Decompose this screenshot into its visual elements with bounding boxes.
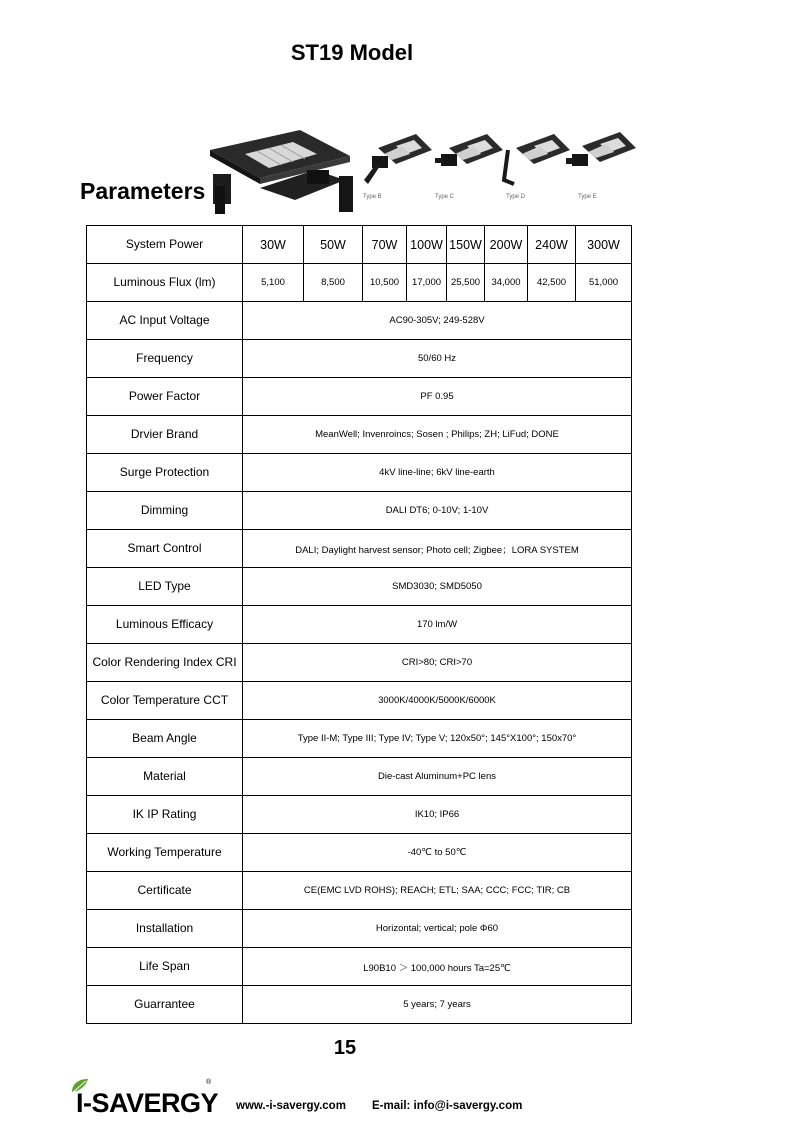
power-cell: 150W — [447, 226, 485, 264]
table-row — [87, 416, 632, 454]
table-row — [87, 986, 632, 1024]
flux-cell: 5,100 — [243, 264, 304, 302]
row-value: SMD3030; SMD5050 — [243, 568, 632, 606]
row-label: Color Rendering Index CRI — [87, 644, 243, 682]
row-value: AC90-305V; 249-528V — [243, 302, 632, 340]
row-label: Surge Protection — [87, 454, 243, 492]
row-value: 50/60 Hz — [243, 340, 632, 378]
row-value: 3000K/4000K/5000K/6000K — [243, 682, 632, 720]
table-row — [87, 910, 632, 948]
table-row — [87, 644, 632, 682]
power-cell: 300W — [576, 226, 632, 264]
product-image-type-c — [433, 132, 505, 192]
power-cell: 70W — [363, 226, 407, 264]
row-label: Working Temperature — [87, 834, 243, 872]
flux-cell: 25,500 — [447, 264, 485, 302]
flux-cell: 8,500 — [304, 264, 363, 302]
flux-cell: 51,000 — [576, 264, 632, 302]
row-label: Frequency — [87, 340, 243, 378]
row-label: Power Factor — [87, 378, 243, 416]
row-value: DALI DT6; 0-10V; 1-10V — [243, 492, 632, 530]
table-row — [87, 682, 632, 720]
row-label: IK IP Rating — [87, 796, 243, 834]
table-row — [87, 530, 632, 568]
table-row — [87, 948, 632, 986]
row-value: Horizontal; vertical; pole Φ60 — [243, 910, 632, 948]
row-label: System Power — [87, 226, 243, 264]
power-cell: 200W — [485, 226, 528, 264]
table-row-luminous-flux — [87, 264, 632, 302]
power-cell: 50W — [304, 226, 363, 264]
row-label: Smart Control — [87, 530, 243, 568]
type-label-b: Type B — [363, 194, 382, 200]
row-value: L90B10 ＞ 100,000 hours Ta=25℃ — [243, 948, 632, 986]
row-label: Certificate — [87, 872, 243, 910]
product-image-type-e — [566, 130, 638, 190]
row-value: CE(EMC LVD ROHS); REACH; ETL; SAA; CCC; FCC; TIR; CB — [243, 872, 632, 910]
table-row — [87, 796, 632, 834]
registered-mark: ® — [206, 1079, 212, 1086]
table-row — [87, 758, 632, 796]
spec-table — [86, 225, 632, 1024]
row-label: Material — [87, 758, 243, 796]
type-label-d: Type D — [506, 194, 526, 200]
row-label: Drvier Brand — [87, 416, 243, 454]
table-row — [87, 834, 632, 872]
row-label: AC Input Voltage — [87, 302, 243, 340]
table-row — [87, 872, 632, 910]
row-value: -40℃ to 50℃ — [243, 834, 632, 872]
spec-rows — [87, 302, 632, 1024]
row-label: Luminous Flux (lm) — [87, 264, 243, 302]
product-image-type-d — [500, 130, 572, 192]
type-label-c: Type C — [435, 194, 455, 200]
row-value: DALI; Daylight harvest sensor; Photo cell; Zigbee；LORA SYSTEM — [243, 530, 632, 568]
table-row — [87, 568, 632, 606]
parameters-heading: Parameters — [80, 178, 206, 204]
footer-website[interactable]: www.-i-savergy.com — [236, 1100, 346, 1112]
row-value: Die-cast Aluminum+PC lens — [243, 758, 632, 796]
table-row — [87, 720, 632, 758]
table-row — [87, 492, 632, 530]
page-title: ST19 Model — [290, 40, 414, 65]
row-label: Beam Angle — [87, 720, 243, 758]
flux-cell: 42,500 — [528, 264, 576, 302]
row-label: Life Span — [87, 948, 243, 986]
power-cell: 100W — [407, 226, 447, 264]
row-label: Color Temperature CCT — [87, 682, 243, 720]
footer-email[interactable]: E-mail: info@i-savergy.com — [372, 1100, 523, 1112]
flux-cell: 17,000 — [407, 264, 447, 302]
table-row — [87, 378, 632, 416]
product-image-type-b — [362, 132, 434, 192]
table-row — [87, 302, 632, 340]
table-row-system-power — [87, 226, 632, 264]
row-value: CRI>80; CRI>70 — [243, 644, 632, 682]
row-value: 4kV line-line; 6kV line-earth — [243, 454, 632, 492]
flux-cell: 34,000 — [485, 264, 528, 302]
power-cell: 30W — [243, 226, 304, 264]
product-image-main — [205, 128, 355, 216]
row-label: LED Type — [87, 568, 243, 606]
row-value: Type II-M; Type III; Type IV; Type V; 120x50°; 145°X100°; 150x70° — [243, 720, 632, 758]
flux-cell: 10,500 — [363, 264, 407, 302]
page-number: 15 — [333, 1037, 357, 1059]
row-label: Dimming — [87, 492, 243, 530]
row-value: 170 lm/W — [243, 606, 632, 644]
power-cell: 240W — [528, 226, 576, 264]
row-label: Guarrantee — [87, 986, 243, 1024]
table-row — [87, 340, 632, 378]
logo-text: I-SAVERGY — [76, 1088, 219, 1118]
type-label-e: Type E — [578, 194, 597, 200]
table-row — [87, 454, 632, 492]
row-value: MeanWell; Invenroincs; Sosen ; Philips; ZH; LiFud; DONE — [243, 416, 632, 454]
row-label: Installation — [87, 910, 243, 948]
row-label: Luminous Efficacy — [87, 606, 243, 644]
row-value: PF 0.95 — [243, 378, 632, 416]
row-value: IK10; IP66 — [243, 796, 632, 834]
table-row — [87, 606, 632, 644]
row-value: 5 years; 7 years — [243, 986, 632, 1024]
